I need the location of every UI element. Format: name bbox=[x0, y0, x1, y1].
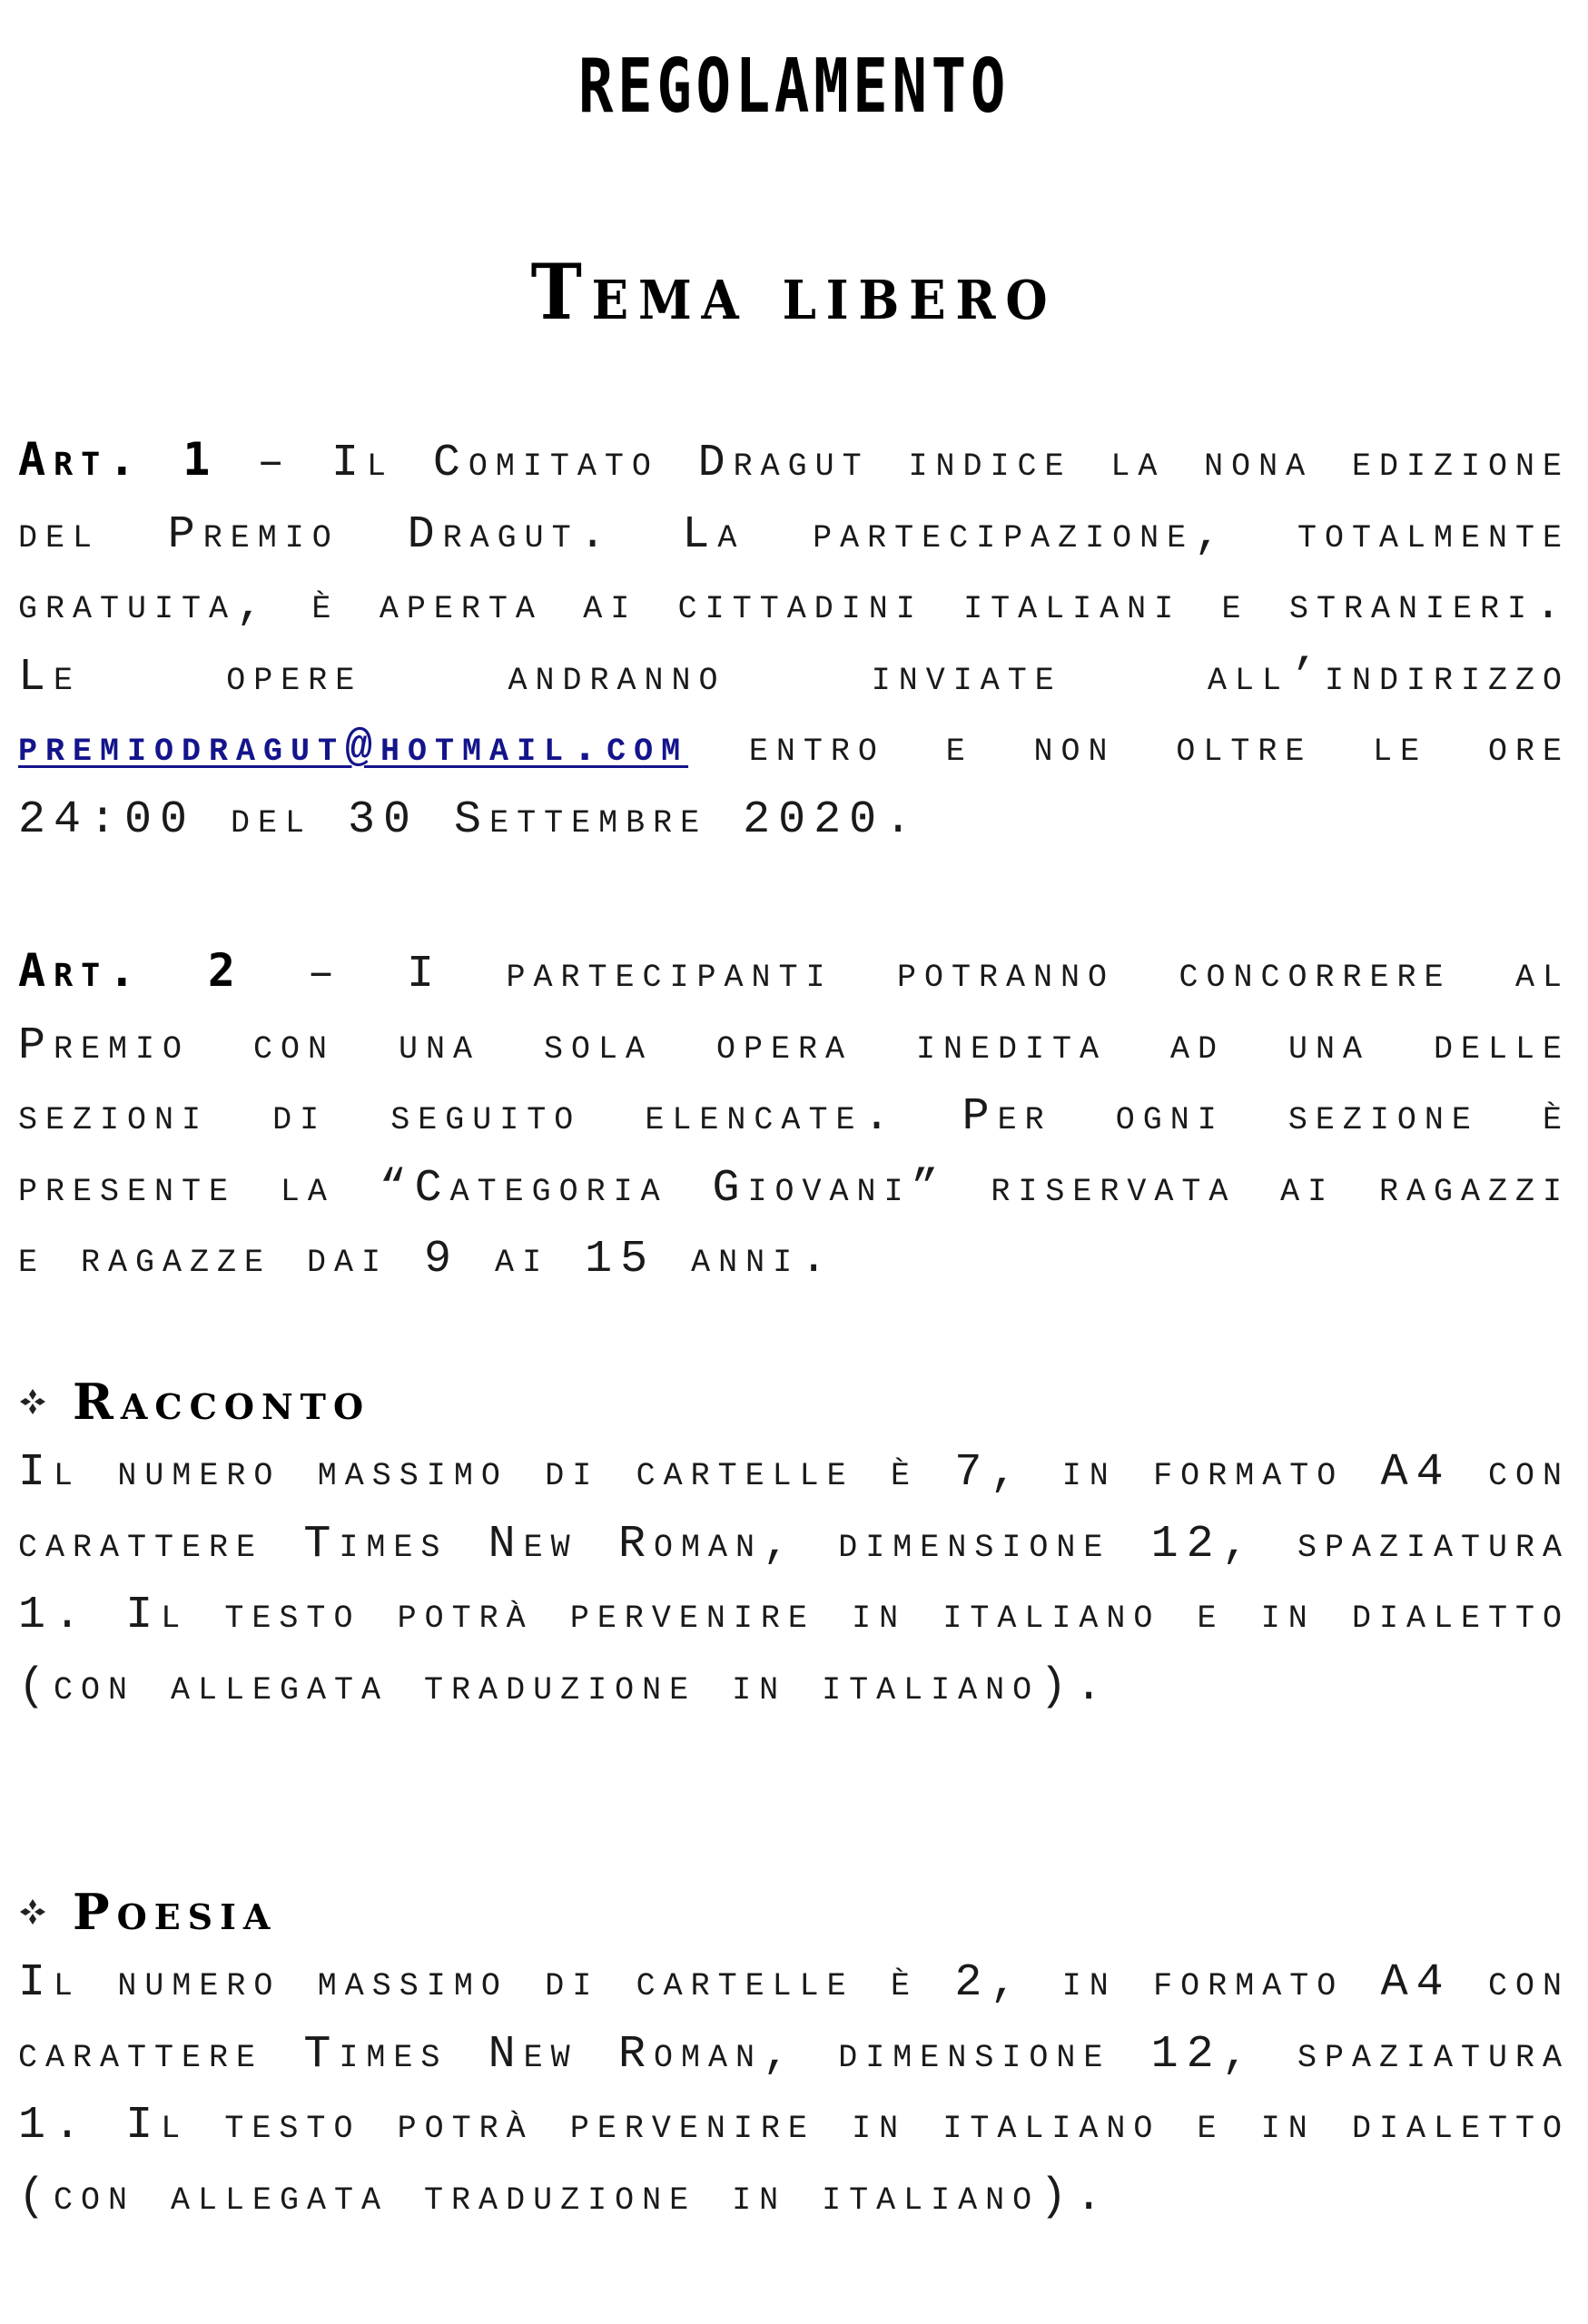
section-heading-poesia bbox=[18, 1883, 277, 1941]
diamond-bullet-icon bbox=[18, 1897, 47, 1926]
article-2-text: I partecipanti potranno concorrere al Premio con una sola opera inedita ad una delle sezioni di seguito elencate. Per ogni sezione è presente la “Categoria Giovani” riservata ai ragazzi e ragazze dai 9 ai 15 anni. bbox=[18, 949, 1570, 1285]
article-1-text-after: entro e non oltre le ore 24:00 del 30 Settembre 2020. bbox=[18, 723, 1570, 846]
document-title: REGOLAMENTO bbox=[577, 44, 1011, 130]
article-1 bbox=[18, 424, 1570, 856]
section-heading-label: Racconto bbox=[73, 1373, 371, 1431]
section-heading-label: Poesia bbox=[73, 1883, 278, 1941]
document-page bbox=[18, 0, 1570, 2324]
article-2-dash: – bbox=[243, 949, 407, 1000]
section-heading-racconto bbox=[18, 1373, 370, 1431]
diamond-bullet-icon bbox=[18, 1387, 47, 1416]
article-1-label: Art. 1 bbox=[18, 433, 219, 486]
section-body-racconto: Il numero massimo di cartelle è 7, in formato A4 con carattere Times New Roman, dimensione 12, spaziatura 1. Il testo potrà pervenire in italiano e in dialetto (con allegata traduzione in italiano). bbox=[18, 1447, 1570, 1713]
section-body-poesia: Il numero massimo di cartelle è 2, in formato A4 con carattere Times New Roman, dimensione 12, spaziatura 1. Il testo potrà pervenire in italiano e in dialetto (con allegata traduzione in italiano). bbox=[18, 1957, 1570, 2223]
article-2 bbox=[18, 935, 1570, 1296]
article-1-text-before: Il Comitato Dragut indice la nona edizione del Premio Dragut. La partecipazione, totalmente gratuita, è aperta ai cittadini italiani e stranieri. Le opere andranno inviate all’indirizzo bbox=[18, 438, 1570, 704]
article-1-dash: – bbox=[218, 438, 331, 489]
document-subtitle: Tema libero bbox=[530, 247, 1058, 337]
article-2-label: Art. 2 bbox=[18, 944, 244, 997]
email-link[interactable]: premiodragut@hotmail.com bbox=[18, 723, 689, 774]
